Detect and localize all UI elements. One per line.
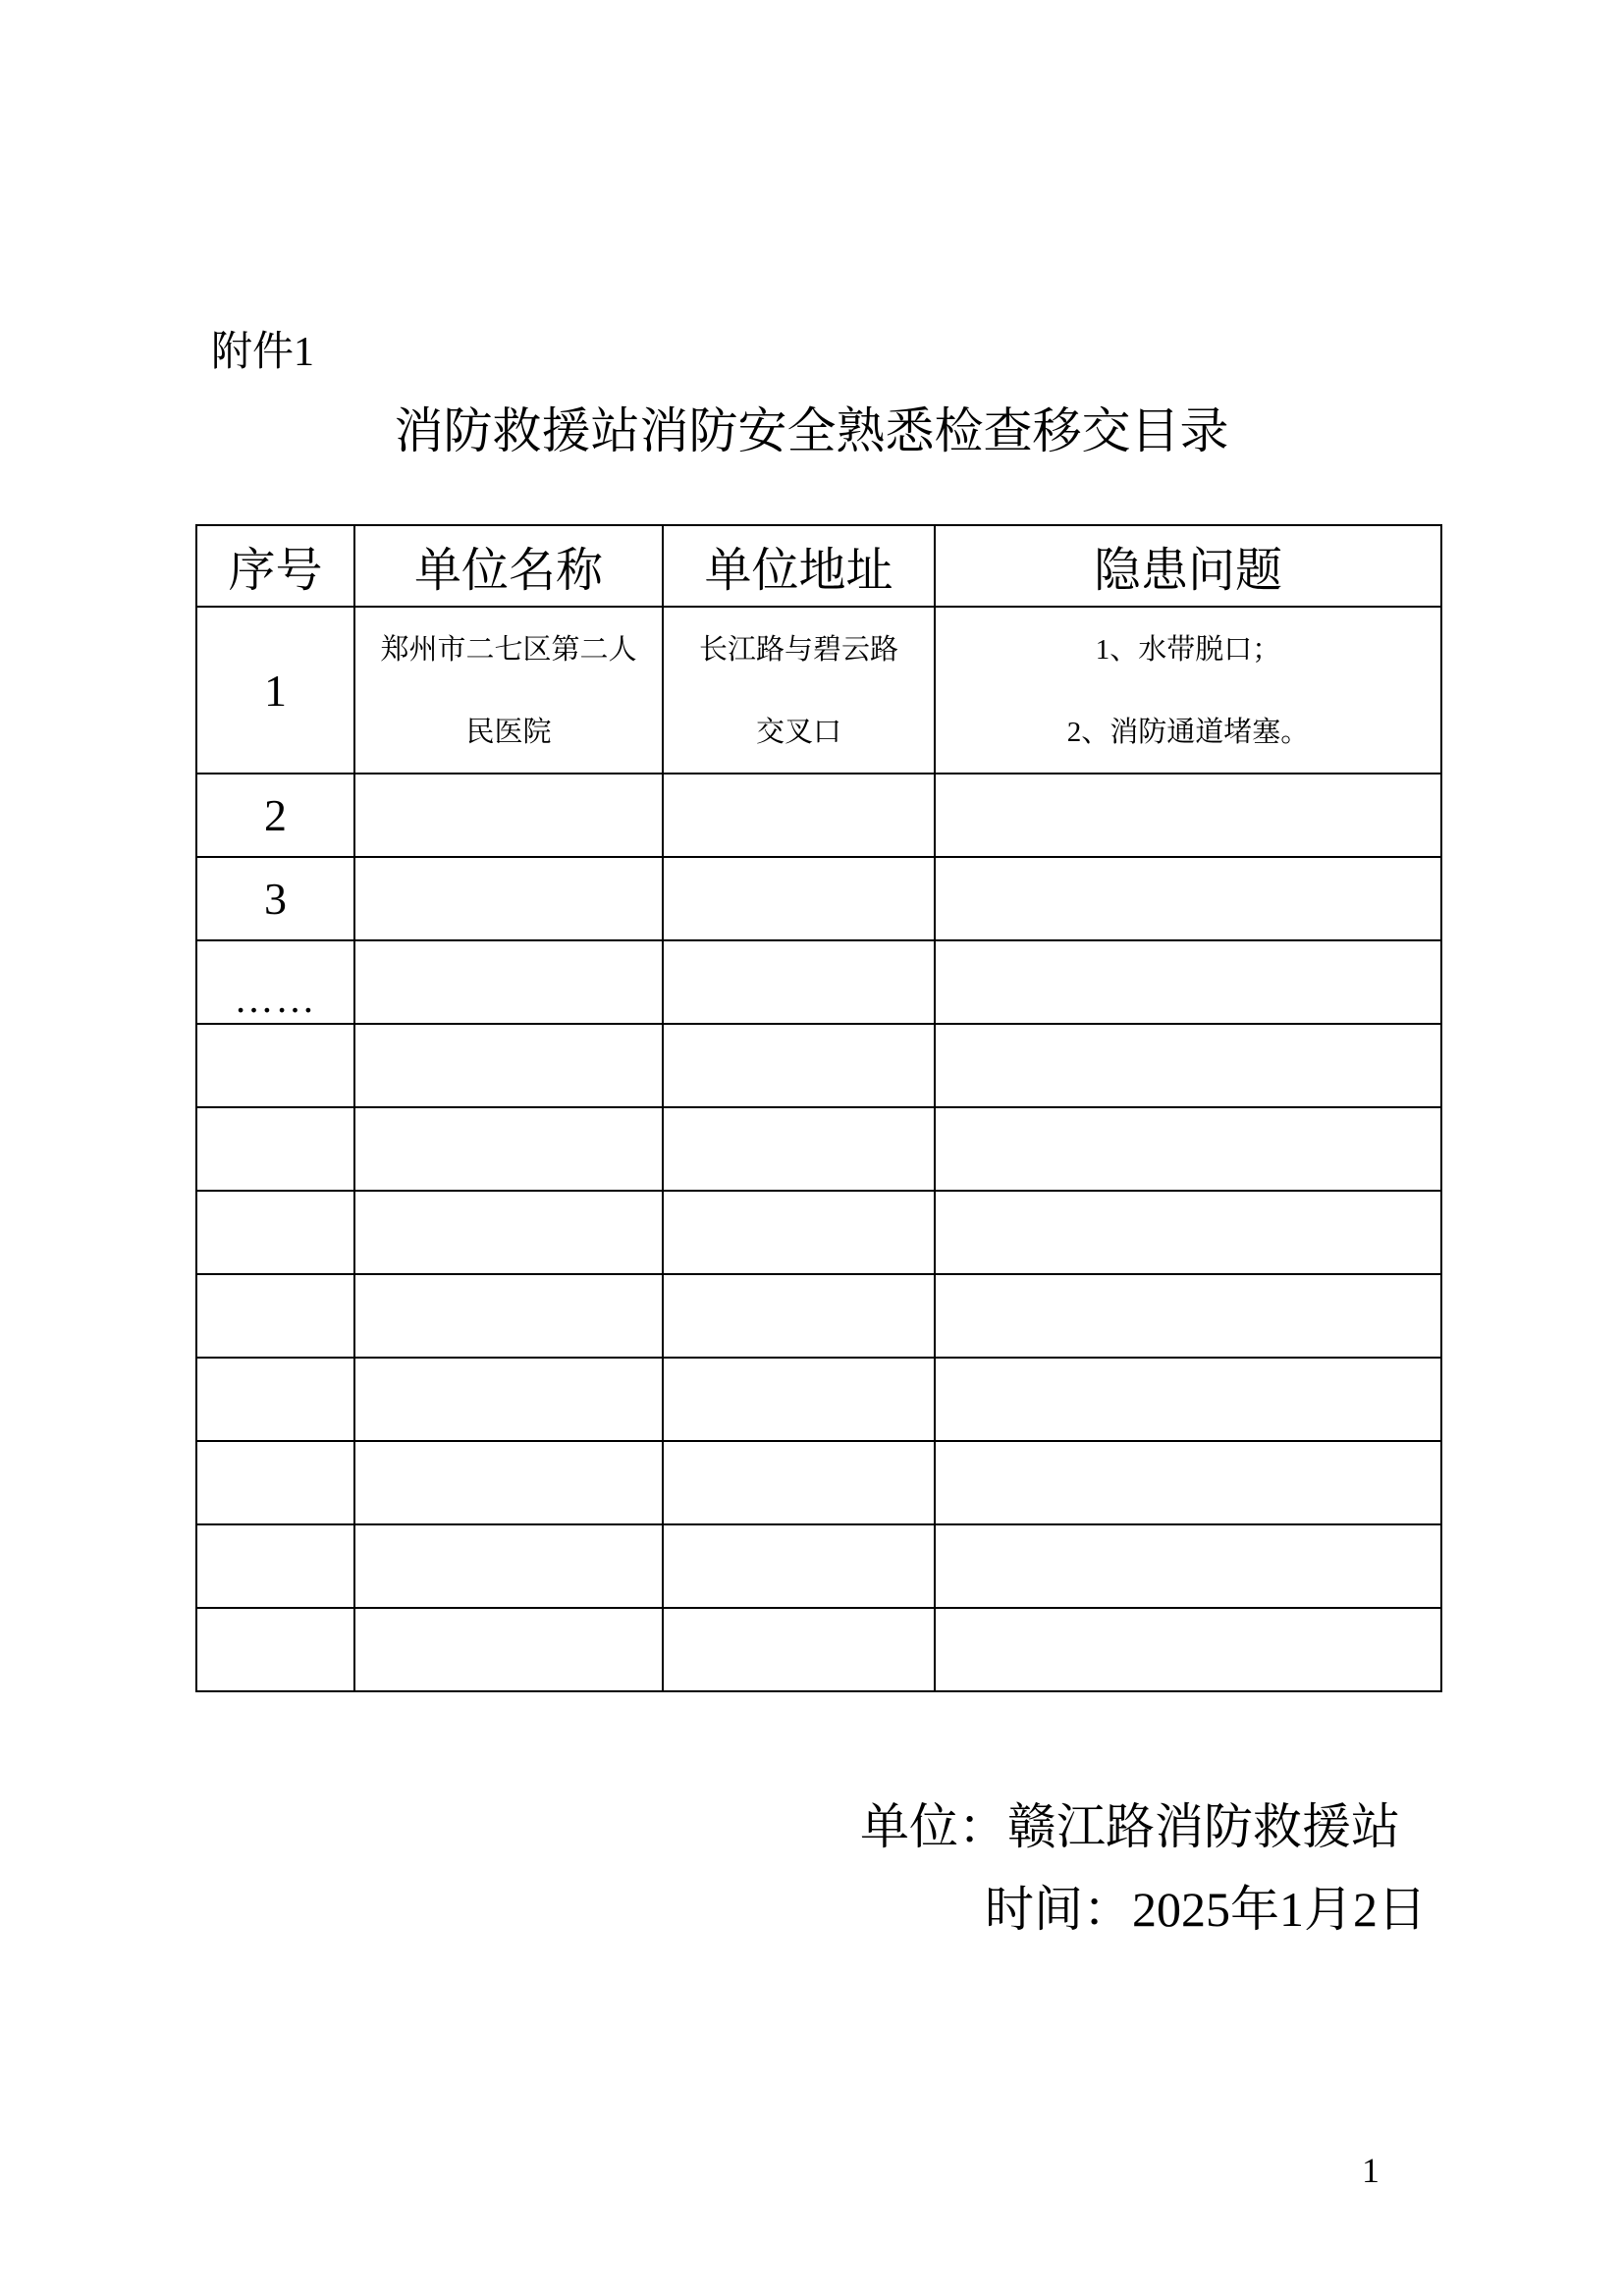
- unit-name-line: 郑州市二七区第二人: [380, 632, 637, 666]
- date-year-suffix: 年: [1230, 1881, 1279, 1938]
- header-seq: 序号: [196, 525, 354, 607]
- issue-line: [936, 608, 1440, 690]
- issue-number: 2: [1066, 717, 1082, 748]
- handover-catalog-table: [195, 524, 1442, 1692]
- page-number: 1: [1362, 2151, 1380, 2190]
- row-unit-name: [354, 607, 663, 774]
- row-hazard-issues: [935, 857, 1441, 940]
- table-row: [196, 940, 1441, 1024]
- row-seq: [196, 1274, 354, 1358]
- row-seq-ellipsis: [196, 940, 354, 1024]
- table-row: [196, 1191, 1441, 1274]
- unit-label: 单位：: [860, 1798, 1007, 1855]
- table-row: [196, 1024, 1441, 1107]
- row-unit-address: [663, 1024, 935, 1107]
- row-unit-name: [354, 1191, 663, 1274]
- address-line: 长江路与碧云路: [698, 632, 898, 666]
- table-row: [196, 1608, 1441, 1691]
- row-unit-name: [354, 940, 663, 1024]
- row-seq: [196, 1024, 354, 1107]
- row-unit-name: [354, 1524, 663, 1608]
- table-header-row: [196, 525, 1441, 607]
- date-label: 时间：: [985, 1881, 1132, 1938]
- attachment-label: [211, 322, 314, 382]
- row-unit-name: [354, 1024, 663, 1107]
- row-unit-name: [354, 1441, 663, 1524]
- table-row: [196, 607, 1441, 774]
- date-year: 2025: [1132, 1882, 1230, 1937]
- row-unit-address: [663, 1107, 935, 1191]
- row-seq: 2: [196, 774, 354, 857]
- row-hazard-issues: [935, 1274, 1441, 1358]
- row-hazard-issues: [935, 940, 1441, 1024]
- unit-name-line: 民医院: [465, 715, 552, 748]
- issue-number: 1: [1095, 634, 1110, 666]
- row-hazard-issues: [935, 774, 1441, 857]
- row-unit-name: [354, 857, 663, 940]
- date-month: 1: [1279, 1882, 1304, 1937]
- table-row: [196, 1441, 1441, 1524]
- address-line: 交叉口: [755, 715, 841, 748]
- row-unit-address: [663, 607, 935, 774]
- row-unit-address: [663, 774, 935, 857]
- document-title: 消防救援站消防安全熟悉检查移交目录: [394, 402, 1229, 459]
- row-hazard-issues: [935, 1191, 1441, 1274]
- row-hazard-issues: [935, 1441, 1441, 1524]
- row-unit-name: [354, 1107, 663, 1191]
- row-hazard-issues: [935, 607, 1441, 774]
- table-row: [196, 774, 1441, 857]
- table-row: [196, 857, 1441, 940]
- row-unit-address: [663, 940, 935, 1024]
- row-unit-address: [663, 1274, 935, 1358]
- table-row: [196, 1107, 1441, 1191]
- row-unit-name: [354, 1274, 663, 1358]
- row-unit-address: [663, 1441, 935, 1524]
- row-seq: [196, 1441, 354, 1524]
- row-seq: 1: [196, 607, 354, 774]
- row-seq: 3: [196, 857, 354, 940]
- row-hazard-issues: [935, 1608, 1441, 1691]
- header-hazard-issues: 隐患问题: [935, 525, 1441, 607]
- header-unit-address: 单位地址: [663, 525, 935, 607]
- date-month-suffix: 月: [1304, 1881, 1353, 1938]
- row-seq: [196, 1107, 354, 1191]
- row-seq: [196, 1608, 354, 1691]
- row-unit-name: [354, 774, 663, 857]
- footer-unit: [860, 1792, 1400, 1861]
- row-unit-address: [663, 1608, 935, 1691]
- header-unit-name: 单位名称: [354, 525, 663, 607]
- row-unit-name: [354, 1608, 663, 1691]
- row-seq: [196, 1524, 354, 1608]
- issue-text: 、消防通道堵塞。: [1081, 715, 1310, 748]
- attachment-number: 1: [294, 330, 315, 375]
- row-unit-address: [663, 1191, 935, 1274]
- table-row: [196, 1358, 1441, 1441]
- row-unit-address: [663, 1358, 935, 1441]
- attachment-prefix: 附件: [211, 327, 295, 375]
- date-day-suffix: 日: [1378, 1881, 1427, 1938]
- row-seq: [196, 1191, 354, 1274]
- ellipsis: ……: [234, 977, 317, 1021]
- row-hazard-issues: [935, 1024, 1441, 1107]
- unit-name: 赣江路消防救援站: [1007, 1798, 1400, 1855]
- row-seq: [196, 1358, 354, 1441]
- row-unit-address: [663, 857, 935, 940]
- issue-line: [936, 690, 1440, 773]
- row-hazard-issues: [935, 1358, 1441, 1441]
- row-unit-address: [663, 1524, 935, 1608]
- date-day: 2: [1353, 1882, 1378, 1937]
- footer-date: [985, 1875, 1427, 1944]
- row-hazard-issues: [935, 1524, 1441, 1608]
- row-hazard-issues: [935, 1107, 1441, 1191]
- issue-text: 、水带脱口；: [1109, 632, 1281, 666]
- row-unit-name: [354, 1358, 663, 1441]
- table-row: [196, 1274, 1441, 1358]
- table-row: [196, 1524, 1441, 1608]
